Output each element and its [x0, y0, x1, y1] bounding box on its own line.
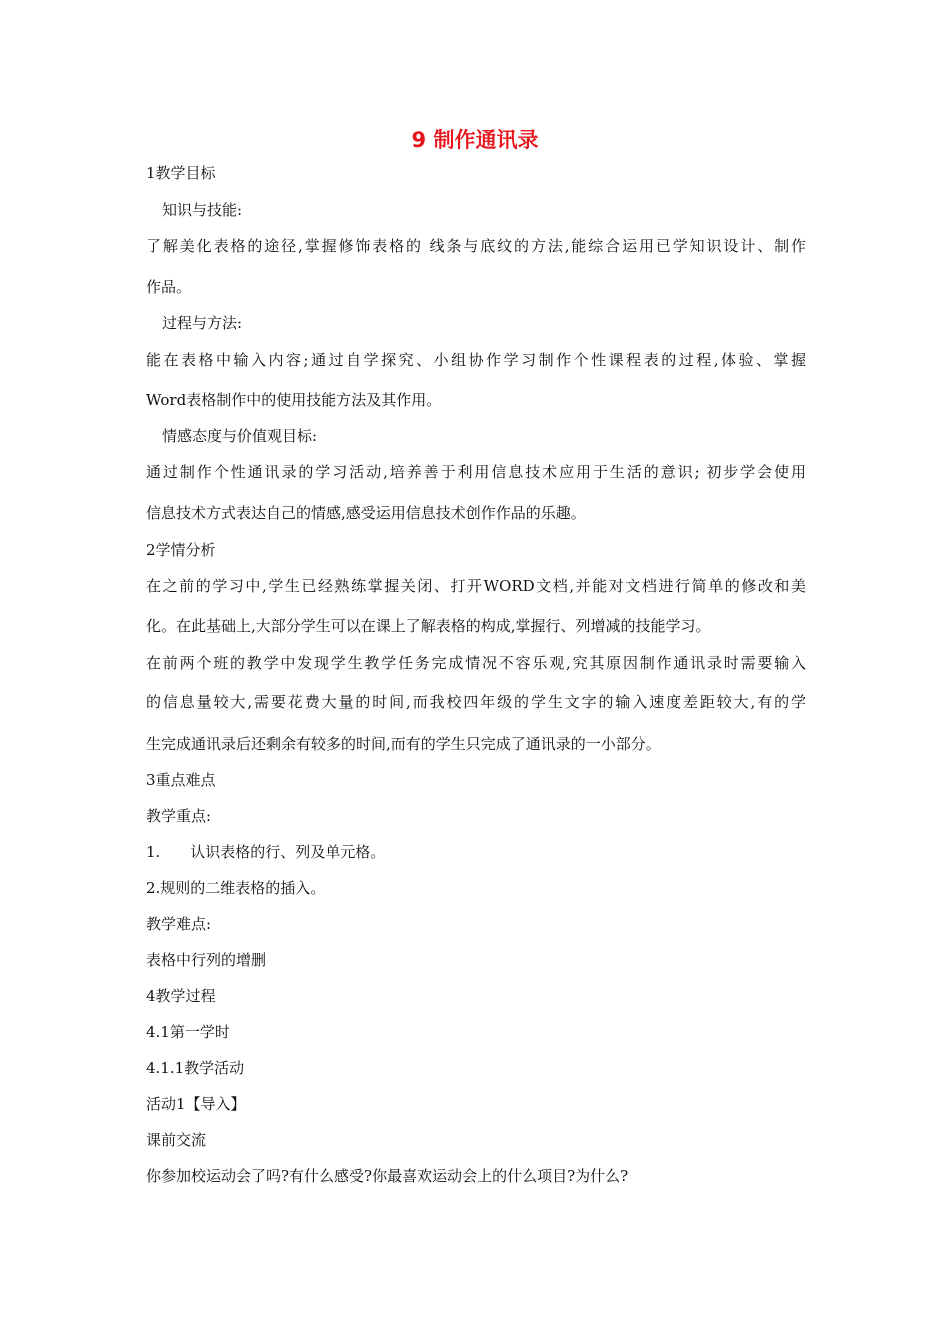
paragraph-line: 能在表格中输入内容;通过自学探究、小组协作学习制作个性课程表的过程,体验、掌握: [146, 351, 806, 369]
subheading-teaching-difficulty: 教学难点:: [146, 915, 212, 933]
paragraph-line: 信息技术方式表达自己的情感,感受运用信息技术创作作品的乐趣。: [146, 504, 586, 522]
list-item: 1. 认识表格的行、列及单元格。: [146, 843, 386, 861]
paragraph-line: 了解美化表格的途径,掌握修饰表格的 线条与底纹的方法,能综合运用已学知识设计、制作: [146, 237, 806, 255]
subheading-knowledge-skills: 知识与技能:: [162, 201, 243, 219]
section-heading-objectives: 1教学目标: [146, 164, 216, 182]
paragraph-line: 在之前的学习中,学生已经熟练掌握关闭、打开WORD文档,并能对文档进行简单的修改和美: [146, 577, 806, 595]
paragraph-line: 的信息量较大,需要花费大量的时间,而我校四年级的学生文字的输入速度差距较大,有的学: [146, 693, 806, 711]
paragraph-line: 通过制作个性通讯录的学习活动,培养善于利用信息技术应用于生活的意识; 初步学会使用: [146, 463, 806, 481]
subheading-teaching-focus: 教学重点:: [146, 807, 212, 825]
subheading-attitude-values: 情感态度与价值观目标:: [162, 427, 318, 445]
paragraph-line: 课前交流: [146, 1131, 207, 1149]
paragraph-line: 在前两个班的教学中发现学生教学任务完成情况不容乐观,究其原因制作通讯录时需要输入: [146, 654, 806, 672]
section-heading-process: 4教学过程: [146, 987, 216, 1005]
section-heading-analysis: 2学情分析: [146, 541, 216, 559]
activity-heading: 活动1【导入】: [146, 1095, 246, 1113]
subheading-first-period: 4.1第一学时: [146, 1023, 230, 1041]
paragraph-line: Word表格制作中的使用技能方法及其作用。: [146, 391, 442, 409]
paragraph-line: 化。在此基础上,大部分学生可以在课上了解表格的构成,掌握行、列增减的技能学习。: [146, 617, 711, 635]
section-heading-key-points: 3重点难点: [146, 771, 216, 789]
subheading-process-method: 过程与方法:: [162, 314, 243, 332]
list-item: 2.规则的二维表格的插入。: [146, 879, 326, 897]
document-title: 9 制作通讯录: [411, 128, 539, 152]
paragraph-line: 生完成通讯录后还剩余有较多的时间,而有的学生只完成了通讯录的一小部分。: [146, 735, 661, 753]
paragraph-line: 你参加校运动会了吗?有什么感受?你最喜欢运动会上的什么项目?为什么?: [146, 1167, 629, 1185]
subheading-activities: 4.1.1教学活动: [146, 1059, 245, 1077]
paragraph-line: 作品。: [146, 278, 192, 296]
paragraph-line: 表格中行列的增删: [146, 951, 267, 969]
